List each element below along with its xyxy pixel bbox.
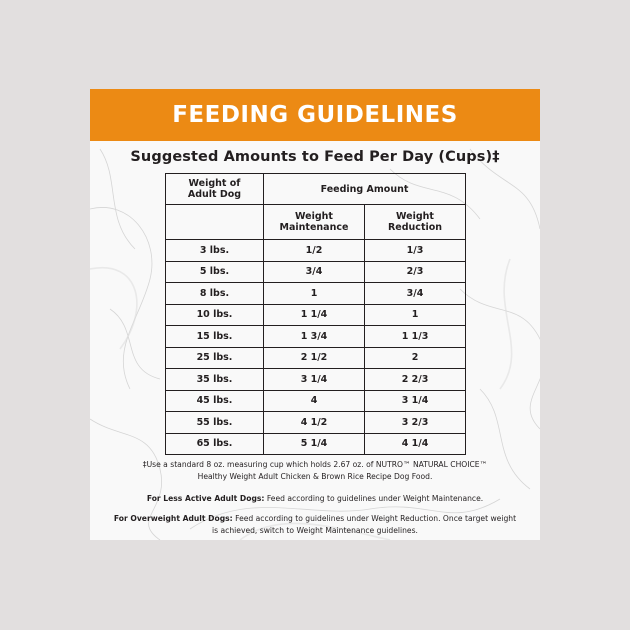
footnote-line2: Healthy Weight Adult Chicken & Brown Rice Recipe Dog Food.	[197, 472, 433, 481]
feeding-amount-header: Feeding Amount	[264, 174, 466, 205]
weight-cell: 35 lbs.	[166, 369, 264, 391]
feeding-guidelines-card	[90, 89, 540, 540]
maintenance-cell: 1/2	[264, 240, 365, 262]
table-subtitle: Suggested Amounts to Feed Per Day (Cups)‡	[130, 149, 500, 165]
reduction-cell: 1 1/3	[365, 326, 466, 348]
less-active-label: For Less Active Adult Dogs:	[146, 494, 265, 503]
reduction-column-header	[365, 205, 466, 240]
maintenance-cell: 1 1/4	[264, 304, 365, 326]
reduction-cell: 4 1/4	[365, 433, 466, 455]
maintenance-cell: 4 1/2	[264, 412, 365, 434]
maintenance-cell: 1 3/4	[264, 326, 365, 348]
table-row	[166, 261, 466, 283]
reduction-cell: 1	[365, 304, 466, 326]
maintenance-cell: 1	[264, 283, 365, 305]
weight-cell: 45 lbs.	[166, 390, 264, 412]
reduction-cell: 2	[365, 347, 466, 369]
weight-cell: 25 lbs.	[166, 347, 264, 369]
weight-cell: 55 lbs.	[166, 412, 264, 434]
reduction-header-line1: Weight	[396, 211, 434, 222]
reduction-cell: 3/4	[365, 283, 466, 305]
weight-header-line2: Adult Dog	[187, 189, 242, 200]
maintenance-column-header	[264, 205, 365, 240]
weight-cell: 65 lbs.	[166, 433, 264, 455]
overweight-label: For Overweight Adult Dogs:	[113, 514, 233, 523]
reduction-cell: 3 1/4	[365, 390, 466, 412]
table-row	[166, 240, 466, 262]
table-row	[166, 347, 466, 369]
less-active-note	[90, 493, 540, 505]
header-band	[90, 89, 540, 141]
weight-cell: 10 lbs.	[166, 304, 264, 326]
table-row	[166, 390, 466, 412]
maintenance-cell: 2 1/2	[264, 347, 365, 369]
weight-cell: 8 lbs.	[166, 283, 264, 305]
maintenance-header-line1: Weight	[295, 211, 333, 222]
reduction-cell: 2 2/3	[365, 369, 466, 391]
table-row	[166, 433, 466, 455]
table-header-row	[166, 174, 466, 205]
weight-cell: 3 lbs.	[166, 240, 264, 262]
maintenance-cell: 3/4	[264, 261, 365, 283]
overweight-note	[110, 513, 520, 537]
maintenance-cell: 4	[264, 390, 365, 412]
reduction-cell: 1/3	[365, 240, 466, 262]
less-active-text: Feed according to guidelines under Weight Maintenance.	[264, 494, 484, 503]
weight-column-header	[166, 174, 264, 205]
table-row	[166, 283, 466, 305]
maintenance-cell: 3 1/4	[264, 369, 365, 391]
header-title: FEEDING GUIDELINES	[172, 102, 458, 128]
table-row	[166, 304, 466, 326]
weight-header-line1: Weight of	[188, 178, 241, 189]
table-subheader-row	[166, 205, 466, 240]
reduction-cell: 3 2/3	[365, 412, 466, 434]
table-row	[166, 326, 466, 348]
measuring-cup-footnote	[110, 459, 520, 483]
weight-subheader-empty	[166, 205, 264, 240]
weight-cell: 5 lbs.	[166, 261, 264, 283]
table-row	[166, 412, 466, 434]
overweight-text: Feed according to guidelines under Weight Reduction. Once target weight is achieved, switch to Weight Maintenance guidelines.	[212, 514, 517, 535]
footnote-line1: ‡Use a standard 8 oz. measuring cup which holds 2.67 oz. of NUTRO™ NATURAL CHOICE™	[142, 460, 488, 469]
feeding-table	[165, 173, 466, 455]
maintenance-header-line2: Maintenance	[279, 222, 349, 233]
weight-cell: 15 lbs.	[166, 326, 264, 348]
reduction-header-line2: Reduction	[387, 222, 443, 233]
maintenance-cell: 5 1/4	[264, 433, 365, 455]
reduction-cell: 2/3	[365, 261, 466, 283]
table-row	[166, 369, 466, 391]
